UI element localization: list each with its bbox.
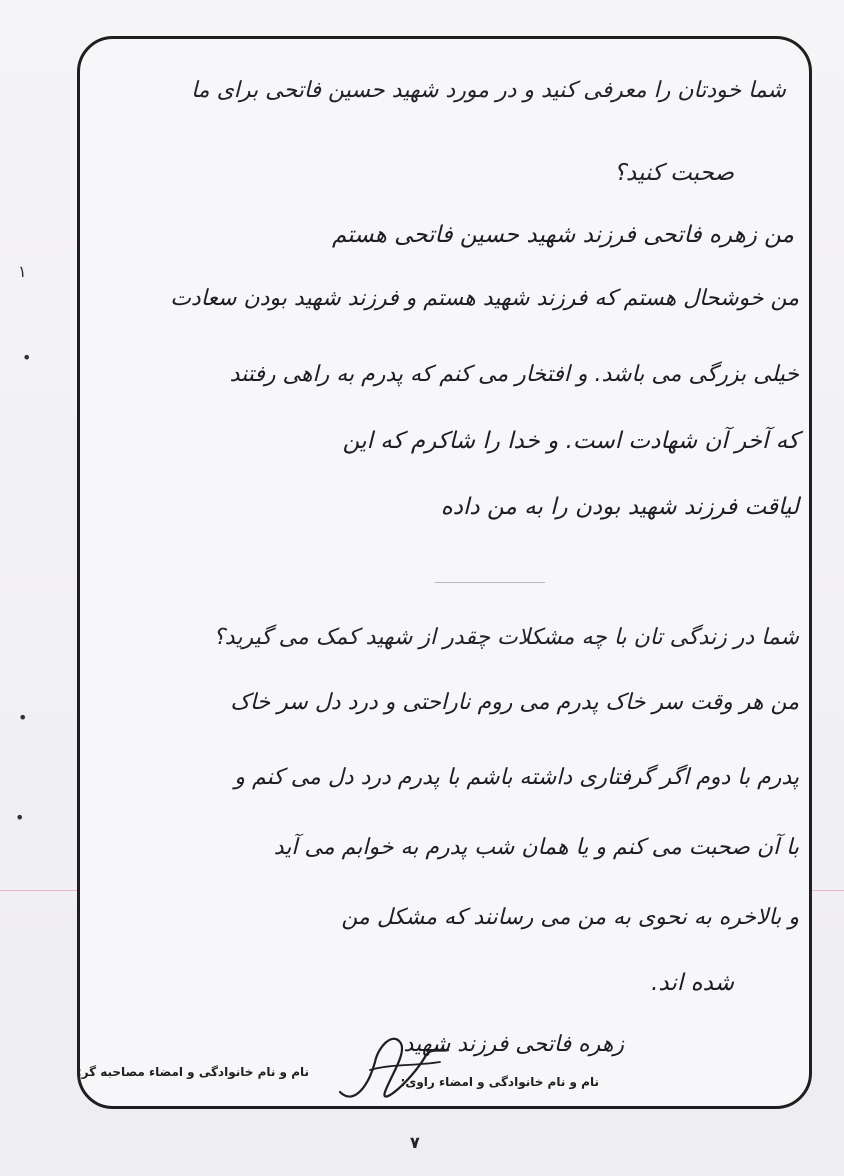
answer-line: که آخر آن شهادت است. و خدا را شاکرم که این xyxy=(342,428,799,454)
answer-line: من زهره فاتحی فرزند شهید حسین فاتحی هستم xyxy=(331,222,794,248)
section-divider xyxy=(435,582,545,583)
answer-line: با آن صحبت می کنم و یا همان شب پدرم به خوابم می آید xyxy=(273,835,799,860)
question-line: شما خودتان را معرفی کنید و در مورد شهید حسین فاتحی برای ما xyxy=(191,78,786,103)
interviewee-name: زهره فاتحی فرزند شهید xyxy=(403,1032,624,1057)
interviewer-label: نام و نام خانوادگی و امضاء مصاحبه گر: xyxy=(76,1065,309,1079)
margin-mark-4: • xyxy=(15,808,25,827)
signature xyxy=(330,1022,460,1112)
margin-mark-3: • xyxy=(18,708,28,727)
interviewee-label: نام و نام خانوادگی و امضاء راوی: xyxy=(400,1075,599,1089)
margin-mark-1: ۱ xyxy=(18,262,27,281)
answer-line: من خوشحال هستم که فرزند شهید هستم و فرزند شهید بودن سعادت xyxy=(170,286,799,311)
answer-line: و بالاخره به نحوی به من می رسانند که مشکل من xyxy=(341,905,799,930)
answer-line: پدرم با دوم اگر گرفتاری داشته باشم با پدرم درد دل می کنم و xyxy=(234,765,799,790)
answer-line: شده اند. xyxy=(651,970,734,996)
question-line: شما در زندگی تان با چه مشکلات چقدر از شهید کمک می گیرید؟ xyxy=(213,625,799,650)
page-number: ۷ xyxy=(410,1133,420,1152)
margin-mark-2: • xyxy=(22,348,32,367)
question-line: صحبت کنید؟ xyxy=(613,160,734,186)
answer-line: من هر وقت سر خاک پدرم می روم ناراحتی و درد دل سر خاک xyxy=(230,690,799,715)
page-frame xyxy=(77,36,812,1109)
answer-line: خیلی بزرگی می باشد. و افتخار می کنم که پدرم به راهی رفتند xyxy=(229,362,799,387)
answer-line: لیاقت فرزند شهید بودن را به من داده xyxy=(440,494,799,520)
